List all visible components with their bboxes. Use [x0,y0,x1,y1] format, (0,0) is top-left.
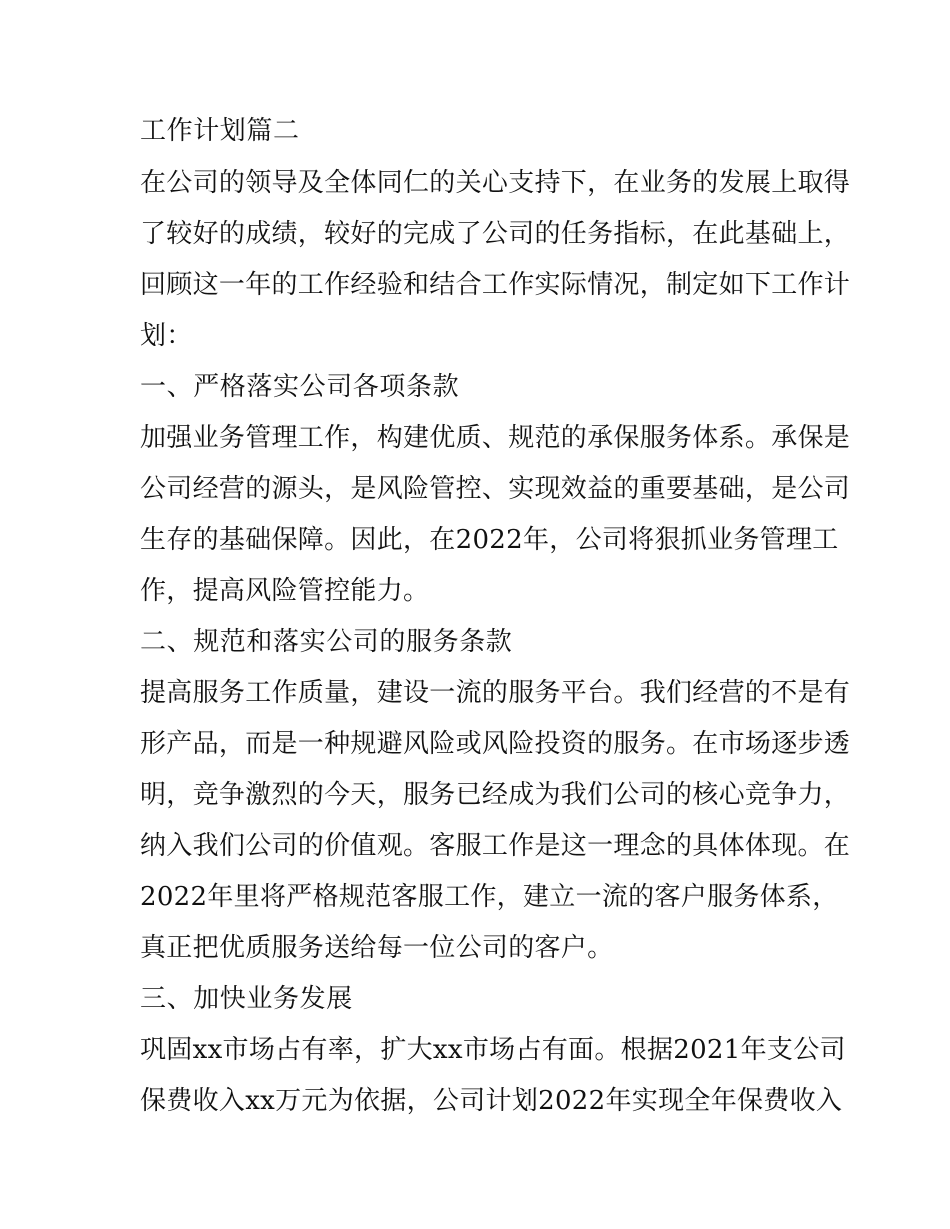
section-3-line-2: 保费收入xx万元为依据，公司计划2022年实现全年保费收入 [140,1086,843,1116]
section-3-heading: 三、加快业务发展 [140,984,353,1014]
intro-line-3: 回顾这一年的工作经验和结合工作实际情况，制定如下工作计 [140,270,851,300]
section-1-line-1: 加强业务管理工作，构建优质、规范的承保服务体系。承保是 [140,423,851,453]
section-3-line-1: 巩固xx市场占有率，扩大xx市场占有面。根据2021年支公司 [140,1035,846,1065]
section-1-heading: 一、严格落实公司各项条款 [140,372,460,402]
section-1-line-3: 生存的基础保障。因此，在2022年，公司将狠抓业务管理工 [140,525,839,555]
section-2-line-3: 明，竞争激烈的今天，服务已经成为我们公司的核心竞争力， [140,780,851,810]
section-2-line-5: 2022年里将严格规范客服工作，建立一流的客户服务体系， [140,882,839,912]
section-2-line-6: 真正把优质服务送给每一位公司的客户。 [140,933,614,963]
section-2-line-1: 提高服务工作质量，建设一流的服务平台。我们经营的不是有 [140,678,851,708]
section-2-line-2: 形产品，而是一种规避风险或风险投资的服务。在市场逐步透 [140,729,851,759]
intro-line-1: 在公司的领导及全体同仁的关心支持下，在业务的发展上取得 [140,168,851,198]
section-1-line-4: 作，提高风险管控能力。 [140,576,430,606]
intro-line-2: 了较好的成绩，较好的完成了公司的任务指标，在此基础上， [140,219,851,249]
intro-line-4: 划： [140,321,193,351]
section-2-line-4: 纳入我们公司的价值观。客服工作是这一理念的具体体现。在 [140,831,851,861]
section-2-heading: 二、规范和落实公司的服务条款 [140,627,513,657]
document-title: 工作计划篇二 [140,116,300,146]
section-1-line-2: 公司经营的源头，是风险管控、实现效益的重要基础，是公司 [140,474,851,504]
